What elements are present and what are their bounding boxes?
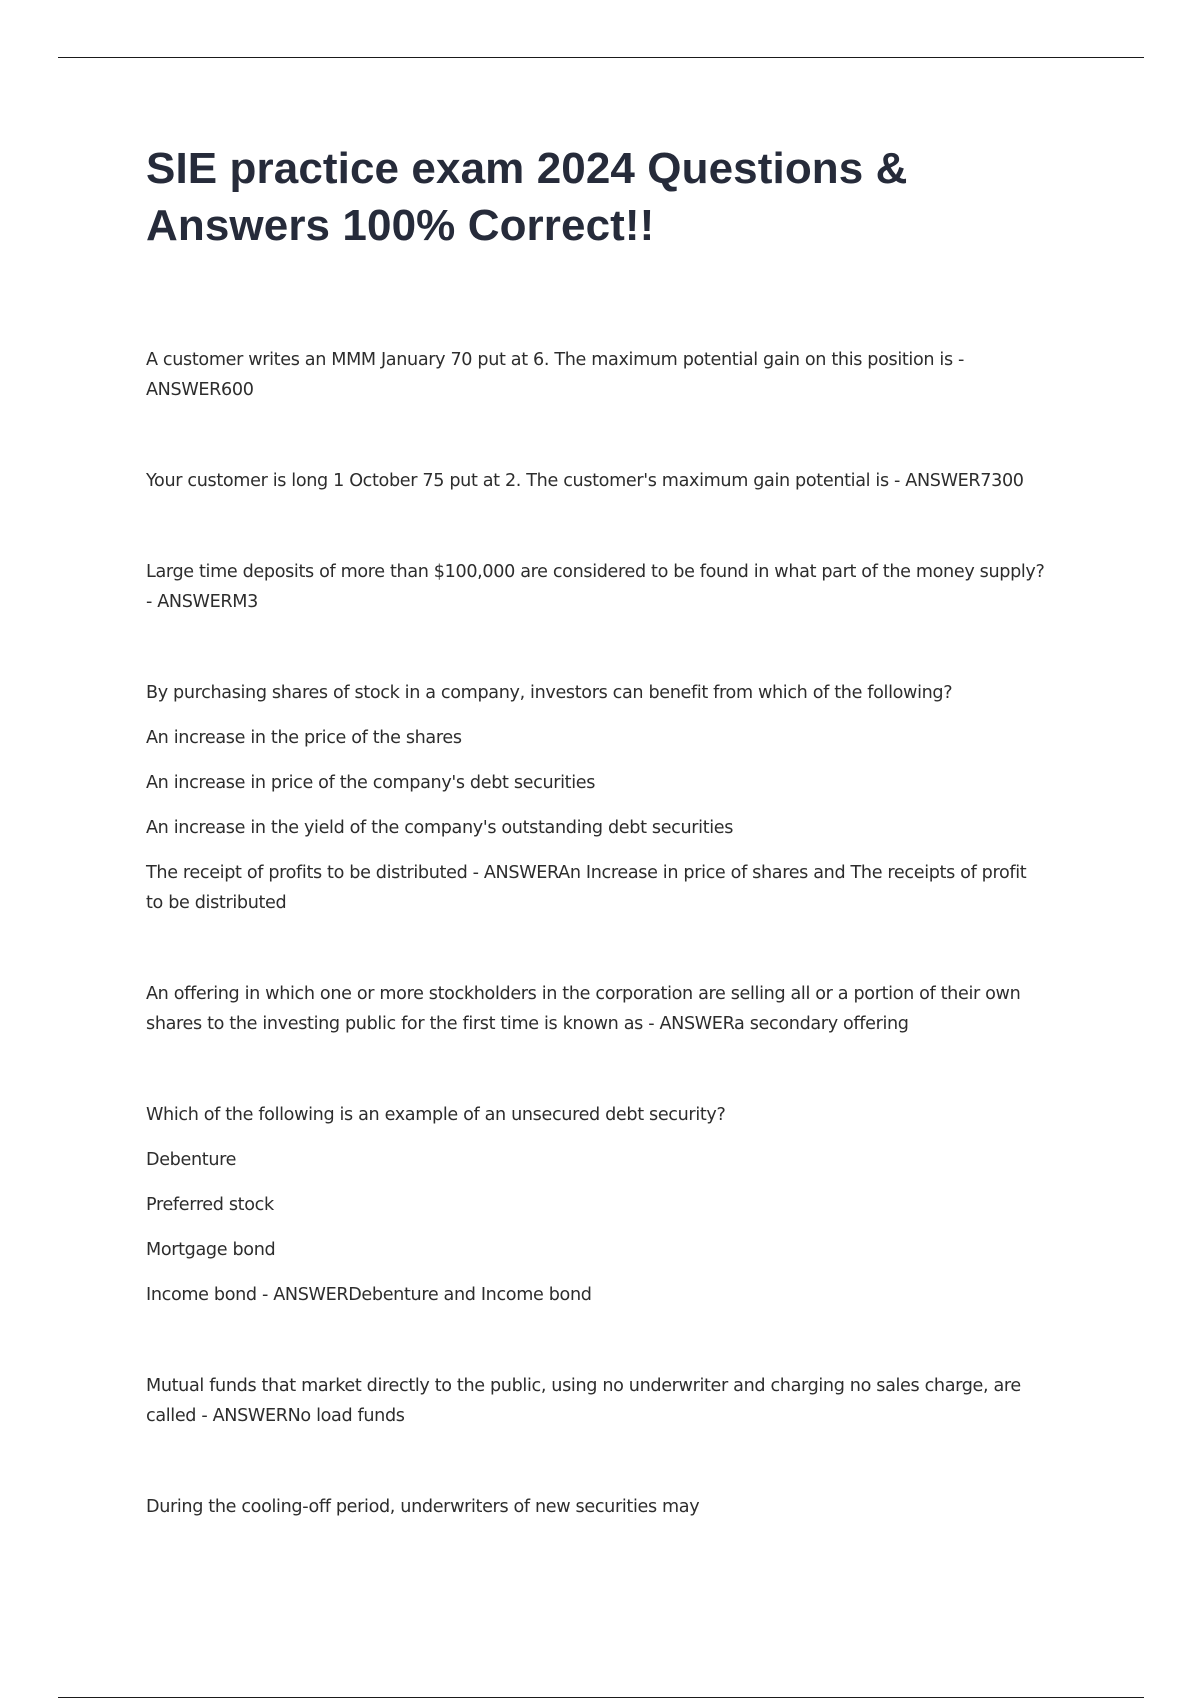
qa-line: By purchasing shares of stock in a company, investors can benefit from which of the following? (146, 683, 953, 703)
qa-item (146, 1371, 1046, 1431)
qa-line: A customer writes an MMM January 70 put at 6. The maximum potential gain on this position is - ANSWER600 (146, 350, 965, 400)
qa-item (146, 466, 1046, 496)
qa-line: Large time deposits of more than $100,000 are considered to be found in what part of the money supply? - ANSWERM3 (146, 562, 1045, 612)
qa-item (146, 678, 1046, 918)
qa-option: Debenture (146, 1150, 237, 1170)
qa-option: An increase in the price of the shares (146, 728, 462, 748)
top-rule (58, 57, 1144, 58)
qa-line: An offering in which one or more stockholders in the corporation are selling all or a portion of their own shares to the investing public for the first time is known as - ANSWERa secondary offering (146, 984, 1021, 1034)
qa-option: Income bond - ANSWERDebenture and Income bond (146, 1285, 592, 1305)
document-title: SIE practice exam 2024 Questions & Answers 100% Correct!! (146, 144, 908, 250)
qa-item (146, 979, 1046, 1039)
qa-option: Mortgage bond (146, 1240, 276, 1260)
qa-line: Mutual funds that market directly to the public, using no underwriter and charging no sales charge, are called - ANSWERNo load funds (146, 1376, 1021, 1426)
qa-list (146, 345, 1046, 1522)
bottom-rule (58, 1697, 1144, 1698)
qa-item (146, 1492, 1046, 1522)
qa-option: Preferred stock (146, 1195, 274, 1215)
qa-item (146, 345, 1046, 405)
qa-option: An increase in price of the company's debt securities (146, 773, 596, 793)
qa-line: During the cooling-off period, underwriters of new securities may (146, 1497, 700, 1517)
qa-option: An increase in the yield of the company's outstanding debt securities (146, 818, 734, 838)
qa-line: Your customer is long 1 October 75 put at 2. The customer's maximum gain potential is - ANSWER7300 (146, 471, 1024, 491)
qa-item (146, 1100, 1046, 1310)
qa-option: The receipt of profits to be distributed - ANSWERAn Increase in price of shares and The receipts of profit to be distributed (146, 863, 1027, 913)
document-body (146, 140, 1046, 1522)
qa-item (146, 557, 1046, 617)
qa-line: Which of the following is an example of an unsecured debt security? (146, 1105, 726, 1125)
